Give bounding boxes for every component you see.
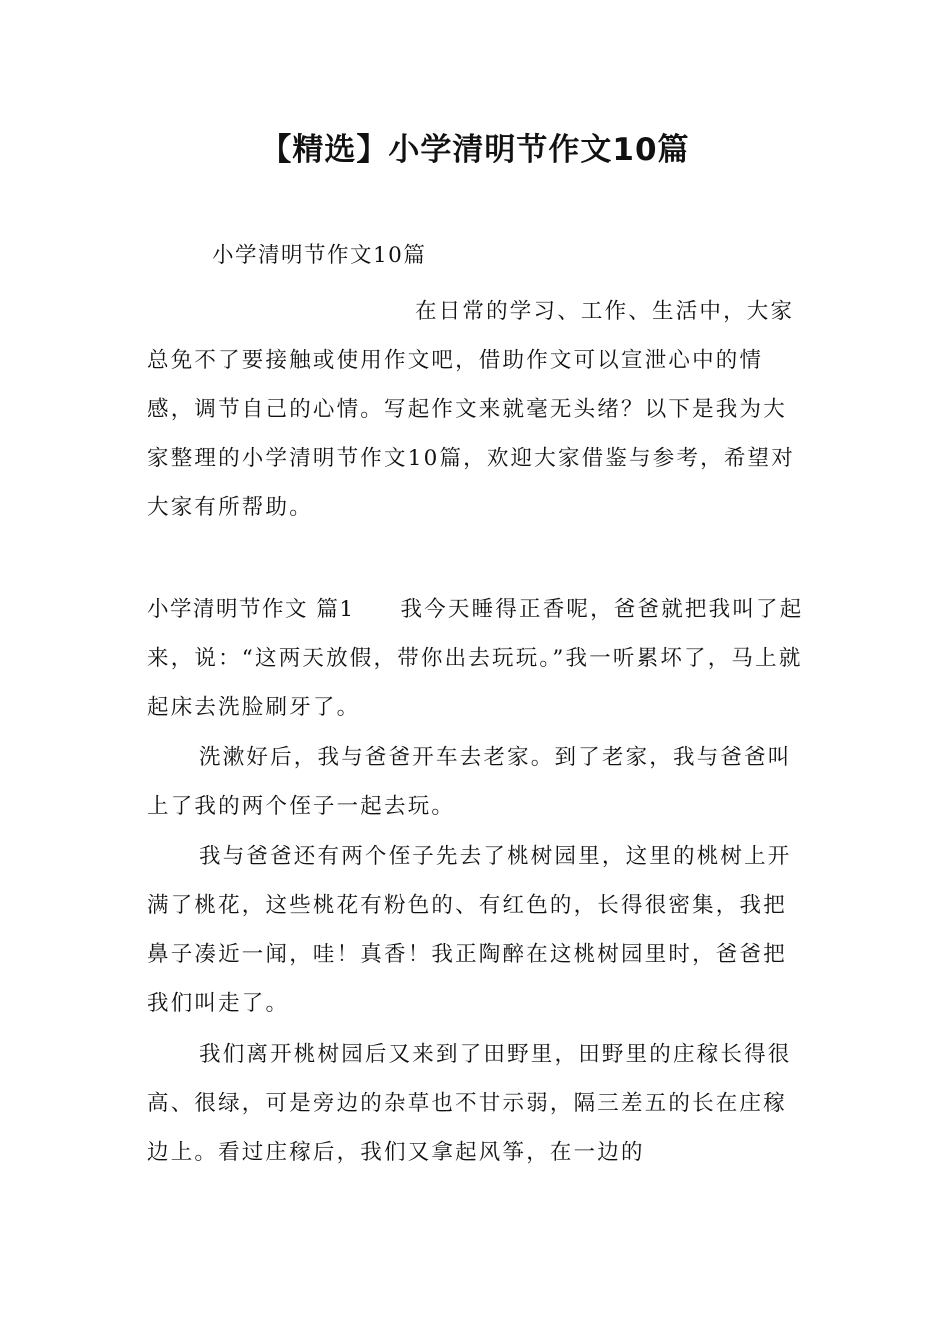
essay-1-paragraph-4: 我们离开桃树园后又来到了田野里，田野里的庄稼长得很高、很绿，可是旁边的杂草也不甘示弱，隔三差五的长在庄稼边上。看过庄稼后，我们又拿起风筝，在一边的: [147, 1042, 792, 1165]
essay-1-paragraph-2: 洗漱好后，我与爸爸开车去老家。到了老家，我与爸爸叫上了我的两个侄子一起去玩。: [147, 745, 792, 819]
document-subtitle: 小学清明节作文10篇: [212, 243, 427, 268]
essay-1-paragraph-1-text: 我今天睡得正香呢，爸爸就把我叫了起来，说：“这两天放假，带你出去玩玩。”我一听累坏了，马上就起床去洗脸刷牙了。: [147, 597, 804, 720]
document-title: 【精选】小学清明节作文10篇: [260, 132, 690, 168]
essay-1-paragraph-3: 我与爸爸还有两个侄子先去了桃树园里，这里的桃树上开满了桃花，这些桃花有粉色的、有红色的，长得很密集，我把鼻子凑近一闻，哇！真香！我正陶醉在这桃树园里时，爸爸把我们叫走了。: [147, 844, 792, 1016]
intro-paragraph: 在日常的学习、工作、生活中，大家总免不了要接触或使用作文吧，借助作文可以宣泄心中的情感，调节自己的心情。写起作文来就毫无头绪？以下是我为大家整理的小学清明节作文10篇，欢迎大家借鉴与参考，希望对大家有所帮助。: [147, 299, 795, 520]
essay-1-paragraph-1: [147, 585, 807, 732]
essay-1-label: 小学清明节作文 篇1: [147, 597, 355, 622]
